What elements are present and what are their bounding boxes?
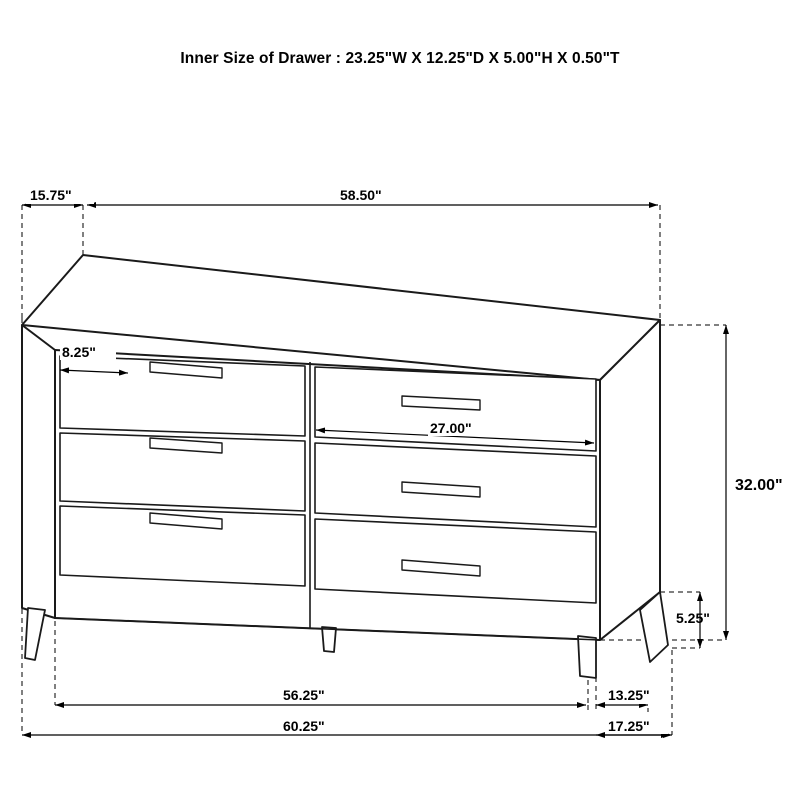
label-overall-height: 32.00" <box>735 477 783 494</box>
label-case-depth: 13.25" <box>608 687 650 703</box>
drawer-right-bottom <box>315 519 596 603</box>
leg-center <box>322 627 336 652</box>
label-case-width: 56.25" <box>283 687 325 703</box>
label-depth-top: 15.75" <box>30 187 72 203</box>
label-drawer-width: 27.00" <box>430 420 472 436</box>
case-left-side <box>22 325 55 618</box>
label-width-top: 58.50" <box>340 187 382 203</box>
leg-front-left <box>25 608 45 660</box>
page-title: Inner Size of Drawer : 23.25"W X 12.25"D X 5.00"H X 0.50"T <box>180 50 620 67</box>
leg-front-right <box>578 636 596 678</box>
label-overall-width: 60.25" <box>283 718 325 734</box>
label-drawer-front-height: 8.25" <box>62 344 96 360</box>
label-leg-height: 5.25" <box>676 610 710 626</box>
dresser-body <box>22 255 668 678</box>
label-overall-depth: 17.25" <box>608 718 650 734</box>
